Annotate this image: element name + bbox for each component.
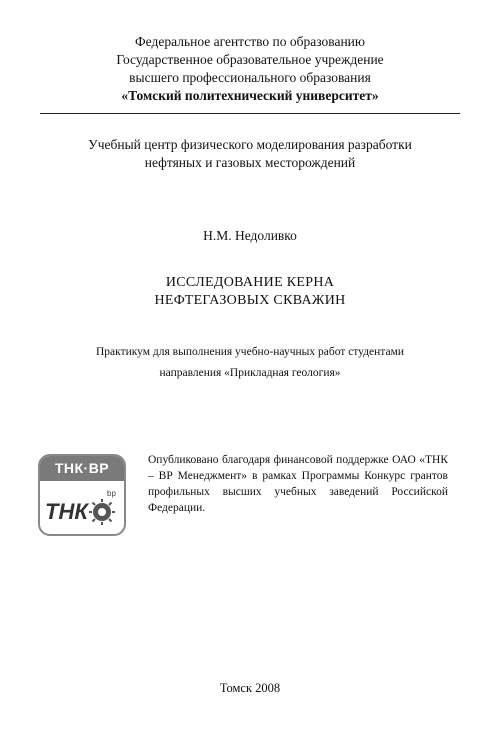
support-notice: Опубликовано благодаря финансовой поддержке ОАО «ТНК – ВР Менеджмент» в рамках Программы Конкурс грантов профильных высших учебных заведений Российской Федерации. [148, 454, 448, 514]
city-year: Томск 2008 [219, 681, 281, 695]
center-line-1: Учебный центр физического моделирования разработки [88, 137, 412, 152]
header-line-1: Федеральное агентство по образованию [135, 34, 365, 49]
header-line-4: «Томский политехнический университет» [121, 88, 379, 103]
document-title [0, 274, 500, 310]
header-line-3: высшего профессионального образования [129, 70, 371, 85]
title-line-1: ИССЛЕДОВАНИЕ КЕРНА [165, 275, 335, 290]
document-subtitle [20, 342, 480, 384]
title-line-2: НЕФТЕГАЗОВЫХ СКВАЖИН [154, 293, 346, 308]
author-name: Н.М. Недоливко [203, 228, 297, 243]
logo-top-text: ТНК·BP [40, 456, 124, 481]
logo-mark-icon [40, 481, 124, 534]
logo-bp-text: bp [107, 489, 116, 498]
header-line-2: Государственное образовательное учреждение [116, 52, 384, 67]
header-divider [40, 113, 460, 114]
sun-icon [89, 499, 115, 525]
subtitle-line-1: Практикум для выполнения учебно-научных работ студентами [95, 346, 405, 358]
institution-header [40, 33, 460, 105]
logo-mark-text: ТНК [45, 499, 88, 524]
training-center-name [30, 136, 470, 172]
subtitle-line-2: направления «Прикладная геология» [159, 367, 341, 379]
center-line-2: нефтяных и газовых месторождений [144, 155, 356, 170]
tnk-bp-logo [38, 454, 126, 536]
